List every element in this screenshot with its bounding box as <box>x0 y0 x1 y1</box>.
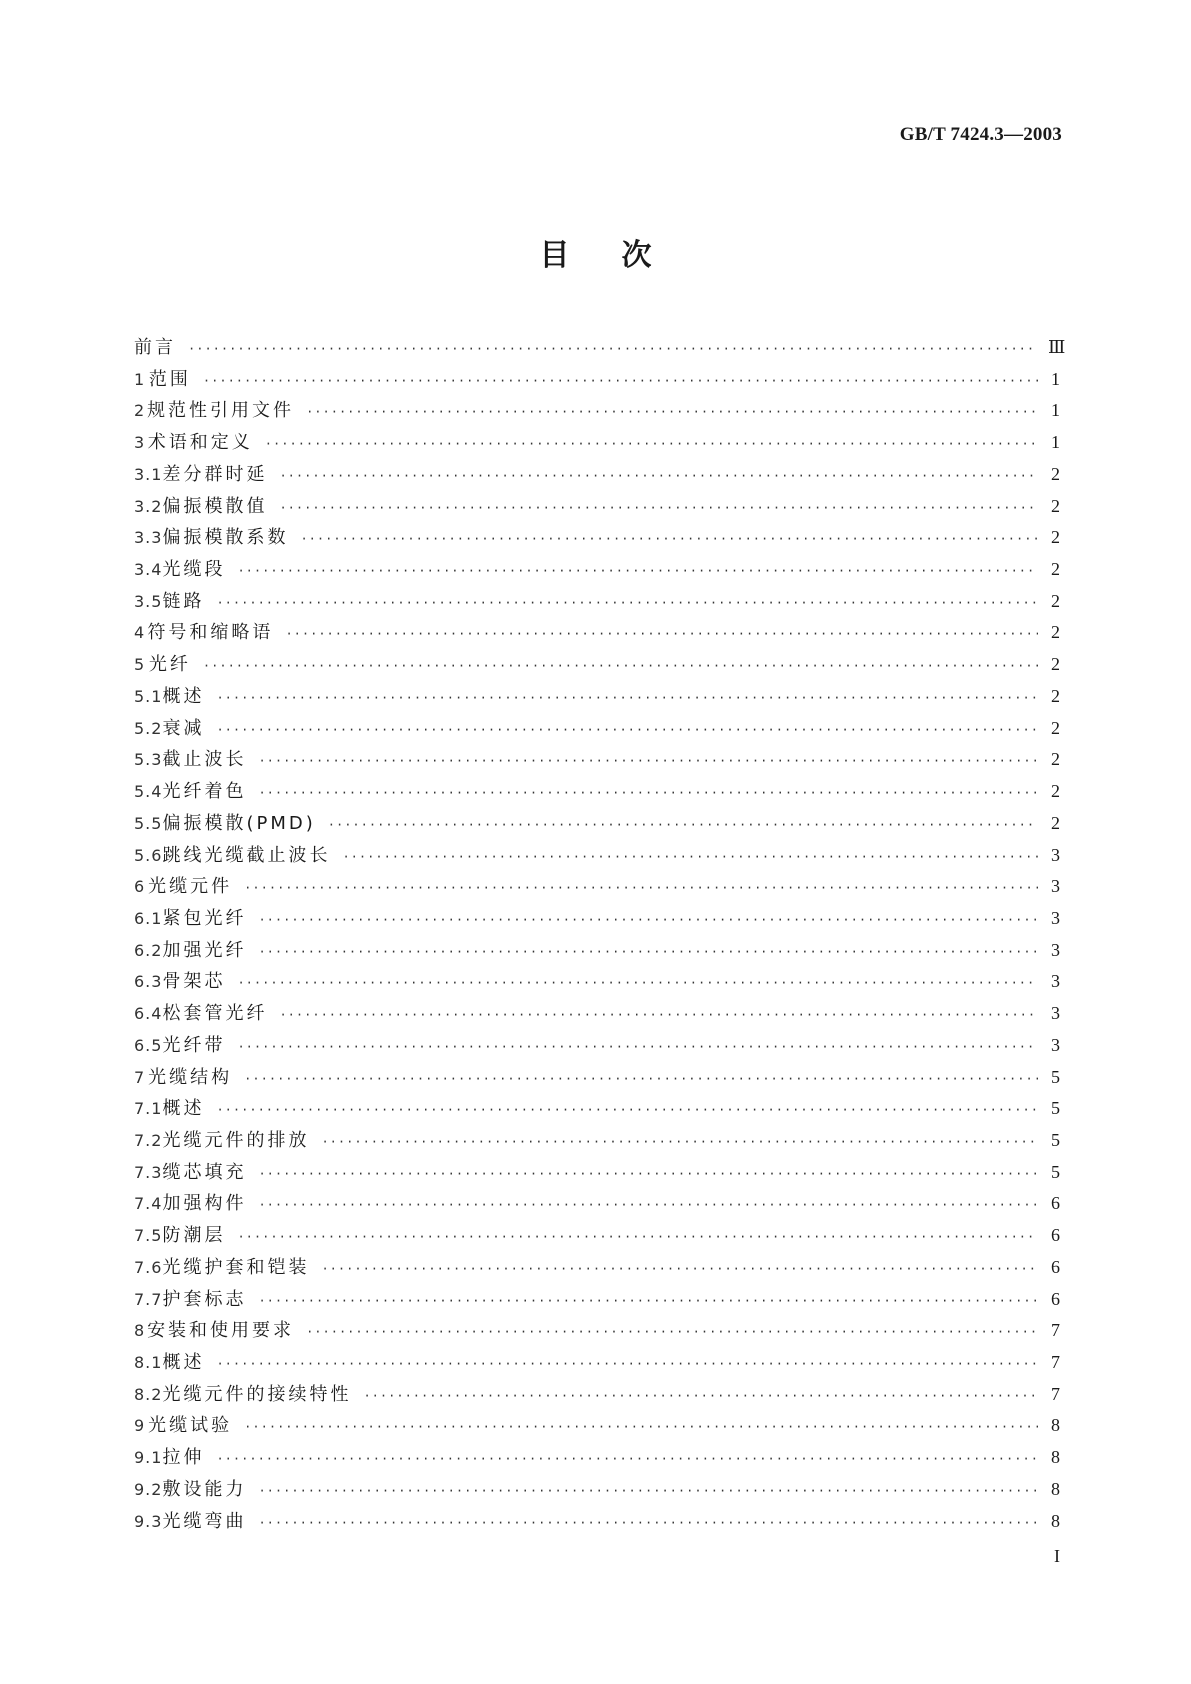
toc-entry-page: 6 <box>1051 1225 1060 1246</box>
toc-entry[interactable] <box>134 649 1060 681</box>
dot-leader <box>342 842 1038 874</box>
dot-leader <box>237 556 1038 588</box>
toc-entry-page: 5 <box>1051 1066 1060 1087</box>
toc-entry-page: 8 <box>1051 1415 1060 1436</box>
toc-entry-title: 加强光纤 <box>162 939 247 961</box>
toc-entry-title: 跳线光缆截止波长 <box>162 844 331 866</box>
toc-entry-page: 3 <box>1051 876 1060 897</box>
toc-entry-page: 3 <box>1051 1003 1060 1024</box>
toc-entry-number: 9.2 <box>134 1479 163 1499</box>
dot-leader <box>279 1000 1038 1032</box>
toc-entry-title: 安装和使用要求 <box>147 1320 295 1342</box>
toc-entry[interactable] <box>134 1157 1060 1189</box>
toc-entry-number: 8 <box>134 1321 146 1341</box>
toc-entry-number: 7 <box>134 1067 146 1087</box>
toc-entry[interactable] <box>134 840 1060 872</box>
toc-entry-number: 7.5 <box>134 1226 163 1246</box>
toc-entry-page: 7 <box>1051 1383 1060 1404</box>
title-char-1: 目 <box>539 238 570 273</box>
dot-leader <box>237 1222 1038 1254</box>
toc-entry-number: 7.4 <box>134 1194 163 1214</box>
toc-entry-title: 缆芯填充 <box>162 1161 247 1183</box>
toc-entry-number: 6.3 <box>134 972 163 992</box>
toc-entry-page: 2 <box>1051 654 1060 675</box>
dot-leader <box>258 746 1038 778</box>
standard-code: GB/T 7424.3—2003 <box>899 124 1062 145</box>
toc-entry[interactable] <box>134 871 1060 903</box>
toc-entry-page: 3 <box>1051 939 1060 960</box>
toc-entry-page: 6 <box>1051 1288 1060 1309</box>
toc-entry[interactable] <box>134 1220 1060 1252</box>
toc-entry-page: 2 <box>1051 622 1060 643</box>
toc-entry-page: 5 <box>1051 1129 1060 1150</box>
toc-entry[interactable] <box>134 554 1060 586</box>
dot-leader <box>258 905 1038 937</box>
dot-leader <box>321 1254 1038 1286</box>
toc-entry-number: 6 <box>134 877 146 897</box>
toc-entry-title: 范围 <box>148 368 191 390</box>
toc-entry-page: 2 <box>1051 590 1060 611</box>
toc-entry-page: 2 <box>1051 812 1060 833</box>
toc-entry-page: 2 <box>1051 717 1060 738</box>
dot-leader <box>279 493 1038 525</box>
toc-entry-number: 1 <box>134 369 146 389</box>
toc-entry[interactable] <box>134 1379 1060 1411</box>
toc-entry-title: 松套管光纤 <box>162 1003 268 1025</box>
toc-entry[interactable] <box>134 395 1060 427</box>
toc-entry-page: 3 <box>1051 1034 1060 1055</box>
toc-entry-page: 6 <box>1051 1256 1060 1277</box>
toc-entry[interactable] <box>134 998 1060 1030</box>
dot-leader <box>237 1032 1038 1064</box>
toc-entry[interactable] <box>134 681 1060 713</box>
toc-entry-number: 7.6 <box>134 1257 163 1277</box>
dot-leader <box>188 334 1038 366</box>
toc-entry-page: 2 <box>1051 559 1060 580</box>
dot-leader <box>203 366 1038 398</box>
toc-entry-page: 3 <box>1051 844 1060 865</box>
toc-entry-title: 概述 <box>162 1098 205 1120</box>
toc-entry-title: 光缆护套和铠装 <box>162 1256 310 1278</box>
toc-entry[interactable] <box>134 1506 1060 1538</box>
toc-entry-number: 8.2 <box>134 1384 163 1404</box>
toc-entry-number: 9 <box>134 1416 146 1436</box>
toc-entry-page: 2 <box>1051 749 1060 770</box>
toc-entry-number: 7.2 <box>134 1130 163 1150</box>
dot-leader <box>237 968 1038 1000</box>
toc-entry[interactable] <box>134 1474 1060 1506</box>
toc-entry-title: 加强构件 <box>162 1193 247 1215</box>
toc-entry[interactable] <box>134 491 1060 523</box>
toc-entry-page: 2 <box>1051 495 1060 516</box>
toc-entry-title: 骨架芯 <box>162 971 226 993</box>
toc-entry-page: 5 <box>1051 1161 1060 1182</box>
dot-leader <box>258 937 1038 969</box>
toc-entry-title: 术语和定义 <box>147 432 253 454</box>
toc-entry-number: 2 <box>134 401 146 421</box>
toc-entry-number: 6.5 <box>134 1035 163 1055</box>
dot-leader <box>265 429 1038 461</box>
toc-entry-title: 符号和缩略语 <box>147 622 274 644</box>
dot-leader <box>258 1190 1038 1222</box>
toc-entry-number: 3.4 <box>134 560 163 580</box>
toc-entry-page: 7 <box>1051 1352 1060 1372</box>
dot-leader <box>216 1444 1038 1476</box>
dot-leader <box>279 461 1038 493</box>
toc-entry-title: 规范性引用文件 <box>147 400 295 422</box>
toc-entry-title: 光缆试验 <box>148 1415 233 1437</box>
toc-entry[interactable] <box>134 1315 1060 1347</box>
dot-leader <box>216 683 1038 715</box>
toc-entry-title: 前言 <box>134 337 176 358</box>
toc-entry-title: 光缆元件 <box>148 876 233 898</box>
toc-entry-page: 8 <box>1051 1447 1060 1468</box>
toc-entry-title: 紧包光纤 <box>162 907 247 929</box>
toc-entry[interactable] <box>134 776 1060 808</box>
toc-entry-page: 1 <box>1051 400 1060 421</box>
toc-entry-number: 7.7 <box>134 1289 163 1309</box>
dot-leader <box>258 1286 1038 1318</box>
toc-entry-page: 3 <box>1051 907 1060 928</box>
toc-entry-title: 光缆弯曲 <box>162 1510 247 1532</box>
toc-entry[interactable] <box>134 966 1060 998</box>
toc-entry-page: 5 <box>1051 1098 1060 1119</box>
dot-leader <box>300 524 1038 556</box>
toc-entry-number: 5.4 <box>134 782 163 802</box>
toc-entry-page: 2 <box>1051 527 1060 548</box>
toc-entry-number: 4 <box>134 623 146 643</box>
toc-entry-number: 5.3 <box>134 750 163 770</box>
toc-entry-number: 7.1 <box>134 1099 163 1119</box>
dot-leader <box>306 1317 1038 1349</box>
toc-entry[interactable] <box>134 586 1060 618</box>
toc-entry-title: 敷设能力 <box>162 1478 247 1500</box>
toc-entry-page: 2 <box>1051 781 1060 802</box>
toc-entry-page: Ⅲ <box>1048 337 1066 357</box>
toc-entry-number: 5.2 <box>134 718 163 738</box>
toc-entry-page: 7 <box>1051 1320 1060 1341</box>
toc-entry-number: 5.1 <box>134 686 163 706</box>
dot-leader <box>216 588 1038 620</box>
toc-entry-page: 6 <box>1051 1193 1060 1214</box>
toc-entry-number: 3.1 <box>134 464 163 484</box>
dot-leader <box>216 715 1038 747</box>
toc-entry-title: 偏振模散值 <box>162 495 268 517</box>
toc-entry-title: 光纤带 <box>162 1034 226 1056</box>
toc-entry[interactable] <box>134 1125 1060 1157</box>
dot-leader <box>321 1127 1038 1159</box>
toc-entry-page: 8 <box>1051 1510 1060 1531</box>
toc-entry[interactable] <box>134 1252 1060 1284</box>
dot-leader <box>244 1412 1038 1444</box>
toc-entry-title: 链路 <box>162 590 205 612</box>
toc-entry-number: 3.5 <box>134 591 163 611</box>
title-char-2: 次 <box>621 238 652 273</box>
toc-entry-title: 光纤着色 <box>162 781 247 803</box>
toc-entry[interactable] <box>134 1410 1060 1442</box>
toc-entry-title: 光缆元件的排放 <box>162 1129 310 1151</box>
toc-entry-title: 概述 <box>162 685 205 707</box>
dot-leader <box>306 397 1038 429</box>
toc-entry[interactable] <box>134 617 1060 649</box>
toc-entry-title: 光纤 <box>148 654 191 676</box>
toc-entry-number: 6.4 <box>134 1004 163 1024</box>
page-number: I <box>1054 1546 1060 1566</box>
toc-entry[interactable] <box>134 935 1060 967</box>
dot-leader <box>285 619 1038 651</box>
page-title <box>0 230 1191 274</box>
toc-entry-title: 衰减 <box>162 717 205 739</box>
toc-entry-number: 7.3 <box>134 1162 163 1182</box>
dot-leader <box>216 1095 1038 1127</box>
toc-entry-title: 截止波长 <box>162 749 247 771</box>
toc-entry[interactable] <box>134 1093 1060 1125</box>
toc-entry-number: 3 <box>134 433 146 453</box>
dot-leader <box>258 778 1038 810</box>
toc-entry[interactable] <box>134 1062 1060 1094</box>
toc-entry-title: 光缆段 <box>162 559 226 581</box>
dot-leader <box>328 810 1038 842</box>
toc-entry[interactable] <box>134 1030 1060 1062</box>
toc-entry-number: 5 <box>134 655 146 675</box>
dot-leader <box>216 1349 1038 1381</box>
toc-entry[interactable] <box>134 332 1066 364</box>
toc-entry-page: 8 <box>1051 1478 1060 1499</box>
dot-leader <box>258 1508 1038 1540</box>
dot-leader <box>258 1159 1038 1191</box>
toc-entry[interactable] <box>134 459 1060 491</box>
toc-entry-number: 6.1 <box>134 908 163 928</box>
toc-entry-title: 护套标志 <box>162 1288 247 1310</box>
dot-leader <box>244 873 1038 905</box>
toc-entry[interactable] <box>134 1347 1060 1379</box>
dot-leader <box>203 651 1038 683</box>
toc-entry[interactable] <box>134 744 1060 776</box>
toc-entry-number: 9.3 <box>134 1511 163 1531</box>
toc-entry-number: 9.1 <box>134 1448 163 1468</box>
toc-entry-page: 1 <box>1051 368 1060 389</box>
toc-entry-page: 1 <box>1051 432 1060 453</box>
toc-entry[interactable] <box>134 522 1060 554</box>
toc-entry-title: 光缆结构 <box>148 1066 233 1088</box>
dot-leader <box>258 1476 1038 1508</box>
toc-entry-number: 6.2 <box>134 940 163 960</box>
toc-entry[interactable] <box>134 713 1060 745</box>
toc-entry-number: 5.5 <box>134 813 163 833</box>
toc-entry[interactable] <box>134 903 1060 935</box>
toc-entry-page: 3 <box>1051 971 1060 992</box>
toc-entry[interactable] <box>134 808 1060 840</box>
toc-entry-title: 拉伸 <box>162 1447 205 1469</box>
toc-entry-number: 5.6 <box>134 845 163 865</box>
toc-entry-page: 2 <box>1051 685 1060 706</box>
toc-entry[interactable] <box>134 427 1060 459</box>
toc-entry-title: 防潮层 <box>162 1225 226 1247</box>
toc-entry[interactable] <box>134 1442 1060 1474</box>
toc-entry-title: 偏振模散(PMD) <box>162 812 316 834</box>
toc-entry[interactable] <box>134 1284 1060 1316</box>
toc-entry-number: 3.3 <box>134 528 163 548</box>
toc-entry-number: 3.2 <box>134 496 163 516</box>
table-of-contents <box>134 332 1066 1537</box>
toc-entry-title: 偏振模散系数 <box>162 527 289 549</box>
toc-entry[interactable] <box>134 1188 1060 1220</box>
toc-entry-page: 2 <box>1051 463 1060 484</box>
toc-entry-number: 8.1 <box>134 1353 163 1372</box>
toc-entry-title: 光缆元件的接续特性 <box>162 1383 352 1405</box>
toc-entry[interactable] <box>134 364 1060 396</box>
dot-leader <box>363 1381 1038 1413</box>
toc-entry-title: 概述 <box>162 1352 205 1373</box>
toc-entry-title: 差分群时延 <box>162 463 268 485</box>
dot-leader <box>244 1064 1038 1096</box>
